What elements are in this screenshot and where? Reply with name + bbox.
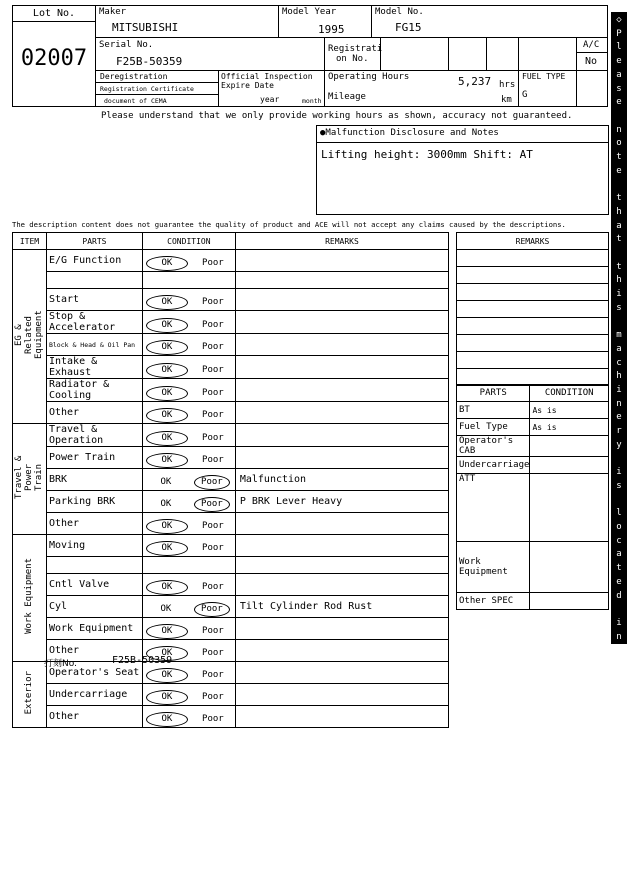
remark-cell bbox=[235, 379, 448, 402]
remark-cell bbox=[235, 311, 448, 334]
sidebar-char bbox=[611, 603, 627, 617]
group-label: EG & Related Equipment bbox=[14, 310, 45, 359]
malfunction-text: Lifting height: 3000mm Shift: AT bbox=[321, 148, 533, 161]
spec-row bbox=[457, 436, 609, 457]
spec-part: Undercarriage bbox=[457, 457, 530, 474]
inspection-label-2: Expire Date bbox=[221, 81, 274, 90]
poor-mark: Poor bbox=[202, 714, 224, 724]
table-row bbox=[13, 557, 449, 574]
sidebar-char: l bbox=[616, 42, 622, 53]
ok-mark: OK bbox=[146, 431, 188, 446]
remark-cell bbox=[235, 662, 448, 684]
location-notice-sidebar bbox=[611, 12, 627, 889]
poor-mark: Poor bbox=[202, 387, 224, 398]
ok-mark: OK bbox=[146, 646, 188, 661]
part-name: Parking BRK bbox=[46, 491, 142, 513]
sidebar-char: t bbox=[616, 234, 622, 245]
part-name: Cntl Valve bbox=[46, 574, 142, 596]
remark-cell bbox=[235, 574, 448, 596]
group-label: Travel & Power Train bbox=[14, 455, 45, 499]
sidebar-char: i bbox=[616, 289, 622, 300]
part-name: E/G Function bbox=[46, 250, 142, 272]
ok-mark: OK bbox=[146, 408, 188, 423]
poor-mark: Poor bbox=[202, 364, 224, 375]
maker-value: MITSUBISHI bbox=[112, 21, 179, 34]
notice-text: Please understand that we only provide working hours as shown, accuracy not guaranteed. bbox=[101, 111, 573, 121]
table-row bbox=[13, 684, 449, 706]
sidebar-char: t bbox=[616, 563, 622, 574]
header-item: ITEM bbox=[13, 233, 47, 250]
ok-mark: OK bbox=[146, 690, 188, 705]
part-name: Undercarriage bbox=[46, 684, 142, 706]
sidebar-char bbox=[611, 644, 627, 658]
poor-mark: Poor bbox=[202, 342, 224, 352]
header-condition: CONDITION bbox=[142, 233, 235, 250]
ok-mark: OK bbox=[146, 624, 188, 639]
table-row bbox=[13, 356, 449, 379]
sidebar-char: e bbox=[616, 576, 622, 587]
sidebar-char: ◇ bbox=[616, 878, 622, 889]
group-label: Work Equipment bbox=[24, 558, 35, 634]
table-row bbox=[13, 535, 449, 557]
footer-label: 打刻No. bbox=[44, 659, 77, 669]
serial-label: Serial No. bbox=[99, 40, 154, 50]
poor-mark: Poor bbox=[194, 602, 230, 617]
remark-cell: Tilt Cylinder Rod Rust bbox=[235, 596, 448, 618]
header-parts: PARTS bbox=[46, 233, 142, 250]
sidebar-char: r bbox=[616, 809, 622, 820]
remark-cell bbox=[235, 424, 448, 447]
sidebar-char: i bbox=[616, 617, 622, 628]
remark-cell bbox=[235, 513, 448, 535]
remark-cell bbox=[235, 356, 448, 379]
spec-part: Work Equipment bbox=[457, 542, 530, 593]
sidebar-char: t bbox=[616, 261, 622, 272]
sidebar-char: a bbox=[616, 69, 622, 80]
poor-mark: Poor bbox=[194, 497, 230, 512]
right-remarks-table bbox=[456, 232, 609, 386]
remark-cell bbox=[235, 447, 448, 469]
header-remarks: REMARKS bbox=[235, 233, 448, 250]
remark-cell bbox=[235, 618, 448, 640]
sidebar-char: ◇ bbox=[616, 15, 622, 25]
sidebar-char: i bbox=[616, 727, 622, 738]
model-no-label: Model No. bbox=[375, 7, 424, 17]
sidebar-char: k bbox=[616, 823, 622, 834]
sidebar-char: h bbox=[616, 206, 622, 217]
poor-mark: Poor bbox=[202, 455, 224, 465]
sidebar-char: f bbox=[616, 741, 622, 752]
table-row bbox=[13, 596, 449, 618]
year-label: year bbox=[260, 95, 280, 104]
remark-cell bbox=[235, 250, 448, 272]
sidebar-char: n bbox=[616, 398, 622, 409]
sidebar-char: l bbox=[616, 713, 622, 724]
lot-box bbox=[12, 5, 96, 107]
dereg-label: Deregistration bbox=[100, 72, 168, 81]
spec-condition: As is bbox=[530, 402, 609, 419]
sidebar-char: s bbox=[616, 83, 622, 94]
table-row bbox=[13, 379, 449, 402]
part-name bbox=[46, 557, 142, 574]
poor-mark: Poor bbox=[202, 521, 224, 531]
operating-hours-label: Operating Hours bbox=[328, 72, 410, 82]
sidebar-char: c bbox=[616, 357, 622, 368]
remark-cell bbox=[235, 289, 448, 311]
ac-label: A/C bbox=[583, 40, 600, 50]
fuel-type-value: G bbox=[522, 90, 528, 100]
ok-mark: OK bbox=[146, 668, 188, 683]
ok-mark: OK bbox=[160, 499, 172, 509]
lot-label: Lot No. bbox=[13, 6, 95, 22]
table-row bbox=[13, 706, 449, 728]
poor-mark: Poor bbox=[202, 410, 224, 420]
sidebar-char: n bbox=[616, 850, 622, 861]
part-name: Start bbox=[46, 289, 142, 311]
ok-mark: OK bbox=[160, 477, 172, 487]
spec-part: Fuel Type bbox=[457, 419, 530, 436]
fuel-type-label: FUEL TYPE bbox=[522, 72, 566, 81]
spec-part: Other SPEC bbox=[457, 593, 530, 610]
remark-cell bbox=[235, 557, 448, 574]
table-row bbox=[13, 618, 449, 640]
poor-mark: Poor bbox=[194, 475, 230, 490]
sidebar-char: a bbox=[616, 796, 622, 807]
remark-cell bbox=[235, 706, 448, 728]
sidebar-char: n bbox=[616, 631, 622, 642]
maker-label: Maker bbox=[99, 7, 127, 17]
poor-mark: Poor bbox=[202, 670, 224, 680]
spec-condition bbox=[530, 593, 609, 610]
part-name: BRK bbox=[46, 469, 142, 491]
ok-mark: OK bbox=[146, 712, 188, 727]
sidebar-char: h bbox=[616, 371, 622, 382]
poor-mark: Poor bbox=[202, 258, 224, 268]
table-row bbox=[13, 402, 449, 424]
sidebar-char bbox=[611, 178, 627, 192]
remark-cell bbox=[235, 684, 448, 706]
table-row bbox=[13, 491, 449, 513]
part-name: Power Train bbox=[46, 447, 142, 469]
table-row bbox=[13, 250, 449, 272]
malfunction-title: ●Malfunction Disclosure and Notes bbox=[320, 128, 499, 138]
part-name bbox=[46, 272, 142, 289]
model-year-value: 1995 bbox=[318, 23, 345, 36]
inspection-label-1: Official Inspection bbox=[221, 72, 313, 81]
part-name: Other bbox=[46, 513, 142, 535]
poor-mark: Poor bbox=[202, 319, 224, 330]
sidebar-char: r bbox=[616, 426, 622, 437]
spec-row bbox=[457, 419, 609, 436]
table-row bbox=[13, 513, 449, 535]
poor-mark: Poor bbox=[202, 692, 224, 702]
part-name: Moving bbox=[46, 535, 142, 557]
ok-mark: OK bbox=[146, 295, 188, 310]
table-row bbox=[13, 334, 449, 356]
sidebar-char: i bbox=[616, 384, 622, 395]
sidebar-char: c bbox=[616, 535, 622, 546]
sidebar-char: i bbox=[616, 837, 622, 848]
sidebar-char: g bbox=[616, 864, 622, 875]
poor-mark: Poor bbox=[202, 582, 224, 592]
sidebar-char: P bbox=[616, 782, 622, 793]
remark-cell bbox=[235, 640, 448, 662]
ok-mark: OK bbox=[146, 453, 188, 468]
spec-condition bbox=[530, 457, 609, 474]
part-name: Work Equipment bbox=[46, 618, 142, 640]
sidebar-char: t bbox=[616, 152, 622, 163]
ac-value: No bbox=[585, 56, 598, 67]
lot-value: 02007 bbox=[20, 46, 88, 71]
sidebar-char: e bbox=[616, 412, 622, 423]
spec-row bbox=[457, 593, 609, 610]
sidebar-char: P bbox=[616, 28, 622, 39]
poor-mark: Poor bbox=[202, 648, 224, 658]
sidebar-char: t bbox=[616, 193, 622, 204]
sidebar-char: F bbox=[616, 659, 622, 670]
poor-mark: Poor bbox=[202, 432, 224, 443]
table-row bbox=[13, 447, 449, 469]
part-name: Cyl bbox=[46, 596, 142, 618]
sidebar-char: s bbox=[616, 302, 622, 313]
spec-parts-header: PARTS bbox=[457, 385, 530, 402]
sidebar-char: s bbox=[616, 480, 622, 491]
sidebar-char bbox=[611, 768, 627, 782]
ok-mark: OK bbox=[146, 386, 188, 401]
sidebar-char: e bbox=[616, 165, 622, 176]
sidebar-char bbox=[611, 494, 627, 508]
part-name: Other bbox=[46, 706, 142, 728]
sidebar-char: k bbox=[616, 700, 622, 711]
operating-hours-value: 5,237 bbox=[458, 75, 492, 88]
table-row bbox=[13, 424, 449, 447]
part-name: Intake & Exhaust bbox=[46, 356, 142, 379]
sidebar-char: i bbox=[616, 467, 622, 478]
table-row bbox=[13, 311, 449, 334]
ok-mark: OK bbox=[146, 340, 188, 355]
sidebar-char: o bbox=[616, 672, 622, 683]
sidebar-char: n bbox=[616, 124, 622, 135]
spec-row bbox=[457, 402, 609, 419]
group-label: Exterior bbox=[24, 670, 35, 715]
spec-condition bbox=[530, 436, 609, 457]
sidebar-char: a bbox=[616, 220, 622, 231]
spec-condition bbox=[530, 542, 609, 593]
spec-condition: As is bbox=[530, 419, 609, 436]
sidebar-char: l bbox=[616, 508, 622, 519]
part-name: Operator's Seat bbox=[46, 662, 142, 684]
ok-mark: OK bbox=[146, 541, 188, 556]
sidebar-char bbox=[611, 315, 627, 329]
sidebar-char: t bbox=[616, 754, 622, 765]
inspection-table bbox=[12, 232, 449, 728]
sidebar-char: m bbox=[616, 330, 622, 341]
spec-table bbox=[456, 384, 609, 610]
part-name: Other bbox=[46, 640, 142, 662]
right-remarks-header: REMARKS bbox=[457, 233, 609, 250]
ok-mark: OK bbox=[146, 580, 188, 595]
mileage-label: Mileage bbox=[328, 92, 366, 102]
spec-part: Operator's CAB bbox=[457, 436, 530, 457]
table-row bbox=[13, 289, 449, 311]
spec-row bbox=[457, 542, 609, 593]
part-name: Travel & Operation bbox=[46, 424, 142, 447]
table-row bbox=[13, 469, 449, 491]
table-row bbox=[13, 662, 449, 684]
sidebar-char: e bbox=[616, 97, 622, 108]
spec-condition bbox=[530, 474, 609, 542]
sidebar-char: o bbox=[616, 522, 622, 533]
sidebar-char bbox=[611, 110, 627, 124]
part-name: Other bbox=[46, 402, 142, 424]
hrs-unit: hrs bbox=[499, 80, 516, 90]
sidebar-char: r bbox=[616, 686, 622, 697]
registration-label-2: on No. bbox=[336, 54, 369, 64]
ok-mark: OK bbox=[146, 318, 188, 333]
remark-cell bbox=[235, 272, 448, 289]
ok-mark: OK bbox=[146, 363, 188, 378]
remark-cell: P BRK Lever Heavy bbox=[235, 491, 448, 513]
sidebar-char bbox=[611, 453, 627, 467]
sidebar-char: o bbox=[616, 138, 622, 149]
sidebar-char: d bbox=[616, 590, 622, 601]
spec-part: ATT bbox=[457, 474, 530, 542]
spec-row bbox=[457, 474, 609, 542]
sidebar-char: e bbox=[616, 56, 622, 67]
model-year-label: Model Year bbox=[282, 7, 337, 17]
ok-mark: OK bbox=[146, 256, 188, 271]
km-unit: km bbox=[501, 95, 512, 105]
remark-cell bbox=[235, 334, 448, 356]
part-name: Block & Head & Oil Pan bbox=[46, 334, 142, 356]
sidebar-char: y bbox=[616, 439, 622, 450]
footer-value: F25B-50359 bbox=[112, 655, 173, 666]
sidebar-char: h bbox=[616, 275, 622, 286]
serial-value: F25B-50359 bbox=[116, 55, 183, 68]
poor-mark: Poor bbox=[202, 297, 224, 307]
dereg-sub1: Registration Certificate bbox=[100, 85, 194, 93]
malfunction-box bbox=[316, 125, 609, 215]
spec-part: BT bbox=[457, 402, 530, 419]
sidebar-char bbox=[611, 247, 627, 261]
dereg-sub2: document of CEMA bbox=[104, 97, 167, 105]
poor-mark: Poor bbox=[202, 626, 224, 636]
disclaimer-text: The description content does not guarantee the quality of product and ACE will not accept any claims caused by the descriptions. bbox=[12, 220, 566, 229]
model-no-value: FG15 bbox=[395, 21, 422, 34]
remark-cell: Malfunction bbox=[235, 469, 448, 491]
remark-cell bbox=[235, 535, 448, 557]
part-name: Radiator & Cooling bbox=[46, 379, 142, 402]
table-row bbox=[13, 574, 449, 596]
ok-mark: OK bbox=[160, 604, 172, 614]
sidebar-char: a bbox=[616, 549, 622, 560]
registration-label-1: Registrati bbox=[328, 44, 383, 54]
spec-row bbox=[457, 457, 609, 474]
ok-mark: OK bbox=[146, 519, 188, 534]
sidebar-char: a bbox=[616, 343, 622, 354]
month-label: month bbox=[302, 97, 322, 105]
poor-mark: Poor bbox=[202, 543, 224, 553]
part-name: Stop & Accelerator bbox=[46, 311, 142, 334]
table-row bbox=[13, 640, 449, 662]
table-row bbox=[13, 272, 449, 289]
spec-condition-header: CONDITION bbox=[530, 385, 609, 402]
remark-cell bbox=[235, 402, 448, 424]
